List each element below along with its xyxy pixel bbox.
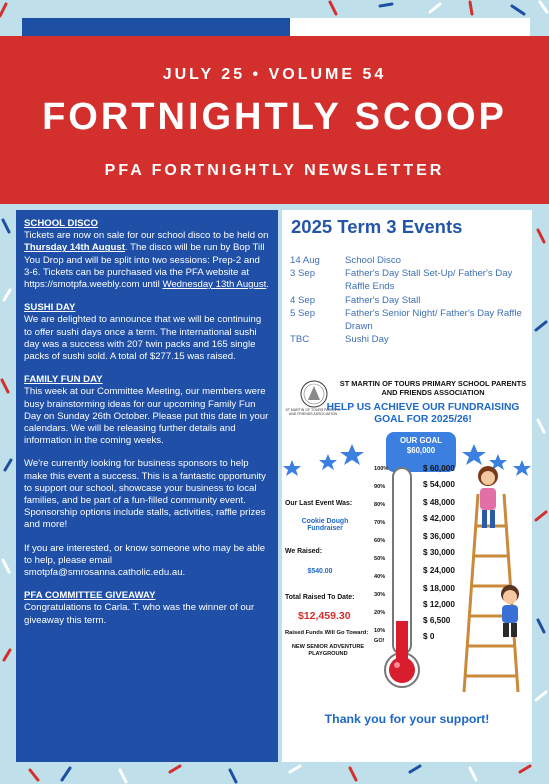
- event-row: [290, 294, 530, 307]
- event-date: 14 Aug: [290, 255, 320, 266]
- event-row: [290, 267, 530, 293]
- event-name: Father's Senior Night/ Father's Day Raffle Drawn: [345, 307, 522, 333]
- giveaway-text: Congratulations to Carla. T. who was the winner of our giveaway this term.: [24, 602, 255, 626]
- event-date: 3 Sep: [290, 268, 316, 280]
- percent-tick: 30%: [374, 592, 386, 598]
- percent-tick: 70%: [374, 520, 386, 526]
- newsletter-subtitle: PFA FORTNIGHTLY NEWSLETTER: [104, 162, 445, 179]
- thermometer-graphic: [382, 460, 422, 700]
- thank-you-message: Thank you for your support!: [324, 712, 490, 726]
- issue-line: JULY 25 • VOLUME 54: [162, 66, 387, 83]
- contact-paragraph: If you are interested, or know someone who may be able to help, please email smotpfa@smrosanna.catholic.edu.au.: [24, 542, 266, 579]
- percent-tick: 20%: [374, 610, 386, 616]
- money-tick: $ 0: [423, 632, 435, 641]
- money-tick: $ 60,000: [423, 464, 455, 473]
- disco-ticket-deadline: Wednesday 13th August: [162, 279, 267, 291]
- fundraising-headline: HELP US ACHIEVE OUR FUNDRAISING GOAL FOR 2025/26!: [326, 402, 520, 425]
- disco-text-part: .: [266, 279, 269, 291]
- money-tick: $ 48,000: [423, 498, 455, 507]
- sushi-day-heading: SUSHI DAY: [24, 302, 76, 314]
- event-name: Father's Day Stall Set-Up/ Father's Day Raffle Ends: [345, 268, 513, 293]
- money-tick: $ 12,000: [423, 600, 455, 609]
- goal-label: OUR GOAL: [399, 436, 442, 445]
- family-fun-day-heading: FAMILY FUN DAY: [24, 374, 103, 386]
- percent-tick: 50%: [374, 556, 386, 562]
- we-raised-label: We Raised:: [285, 548, 323, 555]
- funds-use-label: Raised Funds Will Go Toward:: [285, 630, 369, 636]
- giveaway-section: [24, 590, 270, 627]
- news-column: [16, 210, 278, 762]
- top-white-strip: [290, 18, 530, 36]
- event-date: 5 Sep: [290, 307, 316, 319]
- star-icon: [340, 444, 364, 465]
- disco-text-part: Tickets are now on sale for our school disco to be held on: [24, 230, 269, 242]
- last-event-name: Cookie Dough Fundraiser: [301, 518, 349, 532]
- school-disco-section: [24, 218, 270, 291]
- school-name: ST MARTIN OF TOURS PRIMARY SCHOOL PARENTS AND FRIENDS ASSOCIATION: [339, 379, 527, 397]
- money-tick: $ 6,500: [423, 616, 451, 625]
- event-row: [290, 254, 530, 267]
- star-icon: [319, 454, 337, 470]
- top-blue-strip: [22, 18, 290, 36]
- funds-target: NEW SENIOR ADVENTURE PLAYGROUND: [291, 644, 365, 657]
- events-title: 2025 Term 3 Events: [291, 216, 463, 237]
- events-list: [290, 254, 530, 346]
- total-raised-label: Total Raised To Date:: [285, 594, 355, 601]
- money-tick: $ 30,000: [423, 548, 455, 557]
- sponsors-paragraph: We're currently looking for business sponsors to help make this event a success. This is a fantastic opportunity to support our school, showcase your business to local families, and be part of a fun-filled community event. Sponsorship options include stalls, activities, raffle prizes and more!: [24, 458, 266, 531]
- total-raised-amount: $12,459.30: [298, 610, 351, 622]
- school-disco-text: [24, 230, 270, 291]
- logo-caption: ST MARTIN OF TOURS PARENTS AND FRIENDS ASSOCIATION: [285, 408, 341, 416]
- star-icon: [283, 460, 301, 476]
- sushi-day-section: [24, 302, 270, 363]
- last-event-label: Our Last Event Was:: [285, 500, 353, 507]
- disco-date: Thursday 14th August: [24, 242, 125, 254]
- percent-tick: 100%: [374, 466, 389, 472]
- star-icon: [462, 444, 486, 465]
- school-disco-heading: SCHOOL DISCO: [24, 218, 98, 229]
- event-row: [290, 307, 530, 333]
- newsletter-title: FORTNIGHTLY SCOOP: [42, 96, 507, 138]
- sushi-day-text: We are delighted to announce that we will be continuing to offer sushi days once a term. The international sushi day was a success with 207 twin packs and 165 single packs of sushi sold. A total of $277.15 was raised.: [24, 314, 262, 363]
- goal-value: $60,000: [406, 446, 436, 455]
- fundraising-poster: [282, 372, 532, 762]
- percent-tick: 80%: [374, 502, 386, 508]
- event-date: TBC: [290, 334, 310, 346]
- money-tick: $ 18,000: [423, 584, 455, 593]
- we-raised-amount: $540.00: [307, 568, 333, 575]
- kids-on-ladder-illustration: [460, 464, 530, 694]
- disco-text-part: . The disco will be run by Bop Till You Drop and will be split into two sessions: Prep-2 and 3-6. Tickets can be purchased via the PFA website at https://smotpfa.weebly.com until: [24, 242, 265, 291]
- money-tick: $ 24,000: [423, 566, 455, 575]
- event-row: [290, 333, 530, 346]
- event-name: School Disco: [345, 255, 401, 266]
- percent-tick: 10%: [374, 628, 386, 634]
- go-label: GO!: [374, 638, 385, 644]
- percent-tick: 40%: [374, 574, 386, 580]
- percent-tick: 60%: [374, 538, 386, 544]
- money-tick: $ 36,000: [423, 532, 455, 541]
- event-name: Father's Day Stall: [345, 294, 421, 306]
- masthead: [0, 36, 549, 204]
- event-name: Sushi Day: [345, 334, 389, 346]
- percent-tick: 90%: [374, 484, 386, 490]
- thermometer-fill: [396, 621, 408, 660]
- money-tick: $ 42,000: [423, 514, 455, 523]
- family-fun-day-text: This week at our Committee Meeting, our members were busy brainstorming ideas for our upcoming Family Fun Day on Sunday 26th October. Please put this date in your calendars. We will be releasing further details and information in the coming weeks.: [24, 386, 269, 447]
- events-column: [282, 210, 532, 762]
- giveaway-heading: PFA COMMITTEE GIVEAWAY: [24, 590, 156, 602]
- money-tick: $ 54,000: [423, 480, 455, 489]
- family-fun-day-section: [24, 374, 270, 447]
- event-date: 4 Sep: [290, 294, 316, 306]
